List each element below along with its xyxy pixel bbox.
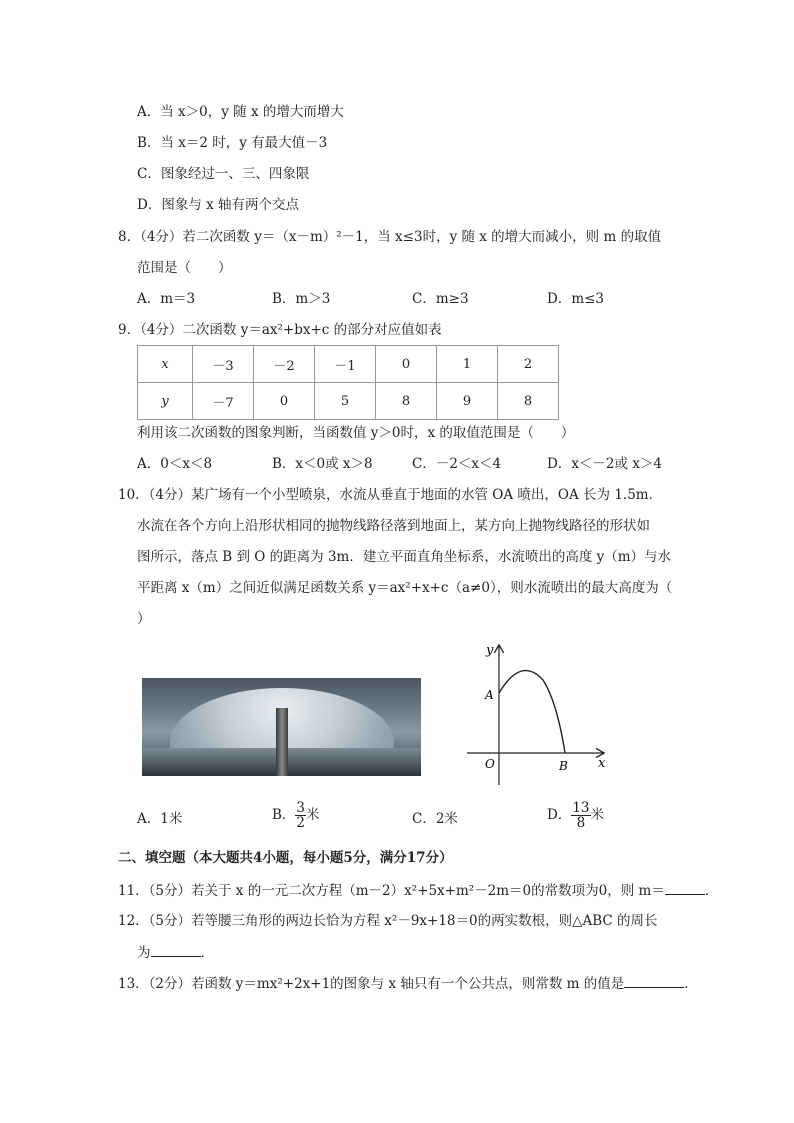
table-cell: x <box>138 346 193 383</box>
q12-stem-line1: 12．（5分）若等腰三角形的两边长恰为方程 x²－9x+18＝0的两实数根，则△ABC 的周长 <box>118 913 658 929</box>
table-cell: －3 <box>193 346 254 383</box>
q9-option-b: B．x＜0或 x＞8 <box>272 456 373 472</box>
table-cell: y <box>138 383 193 420</box>
table-row <box>138 346 559 383</box>
table-cell: －1 <box>315 346 376 383</box>
table-cell: 8 <box>376 383 437 420</box>
fraction-13-8 <box>571 801 590 830</box>
section-heading-fill-in: 二、填空题（本大题共4小题，每小题5分，满分17分） <box>118 850 453 866</box>
q7-option-c: C．图象经过一、三、四象限 <box>137 166 310 182</box>
q8-option-d: D．m≤3 <box>547 291 605 307</box>
table-cell: －2 <box>254 346 315 383</box>
parabola-graph <box>455 640 615 790</box>
q12-stem-line2 <box>137 942 214 963</box>
table-cell: －7 <box>193 383 254 420</box>
y-axis-label: y <box>486 643 494 658</box>
fraction-denominator: 2 <box>296 815 306 831</box>
q12-text: 为 <box>137 945 151 961</box>
q11-text: 11．（5分）若关于 x 的一元二次方程（m－2）x²+5x+m²－2m＝0的常数项为0，则 m＝ <box>118 883 665 899</box>
q11-stem <box>118 880 718 901</box>
q9-value-table <box>137 345 559 420</box>
q8-option-b: B．m＞3 <box>272 291 331 307</box>
option-label: D． <box>547 807 572 823</box>
q10-stem-line1: 10．（4分）某广场有一个小型喷泉，水流从垂直于地面的水管 OA 喷出，OA 长为 1.5m． <box>118 487 663 503</box>
table-row <box>138 383 559 420</box>
q10-stem-line2: 水流在各个方向上沿形状相同的抛物线路径落到地面上，某方向上抛物线路径的形状如 <box>137 518 650 534</box>
q9-stem-line2: 利用该二次函数的图象判断，当函数值 y＞0时，x 的取值范围是（ ） <box>137 425 575 441</box>
origin-label: O <box>485 757 495 771</box>
q8-stem-line2: 范围是（ ） <box>137 260 232 276</box>
q12-period: ． <box>200 945 214 961</box>
fountain-photo <box>142 678 421 776</box>
q9-option-d: D．x＜－2或 x＞4 <box>547 456 663 472</box>
q13-period: ． <box>684 976 698 992</box>
parabola-curve <box>499 671 565 753</box>
fraction-denominator: 8 <box>576 815 586 831</box>
water-pipe <box>276 708 288 776</box>
q9-option-c: C．－2＜x＜4 <box>412 456 502 472</box>
table-cell: 9 <box>437 383 498 420</box>
table-cell: 5 <box>315 383 376 420</box>
q10-option-d <box>547 801 604 830</box>
q9-stem-line1: 9．（4分）二次函数 y＝ax²+bx+c 的部分对应值如表 <box>118 322 442 338</box>
option-label: B． <box>272 807 296 823</box>
q13-stem <box>118 973 698 994</box>
q9-option-a: A．0＜x＜8 <box>137 456 213 472</box>
table-cell: 0 <box>376 346 437 383</box>
q11-answer-blank[interactable] <box>665 880 705 895</box>
table-cell: 8 <box>498 383 559 420</box>
table-cell: 0 <box>254 383 315 420</box>
q7-option-b: B．当 x＝2 时，y 有最大值－3 <box>137 135 328 151</box>
fraction-3-2 <box>295 801 306 830</box>
q13-answer-blank[interactable] <box>624 973 684 988</box>
x-axis-label: x <box>598 756 606 771</box>
q7-option-a: A．当 x＞0，y 随 x 的增大而增大 <box>137 104 344 120</box>
q10-stem-line3: 图所示，落点 B 到 O 的距离为 3m．建立平面直角坐标系，水流喷出的高度 y（m）与水 <box>137 549 672 565</box>
q10-option-c: C．2米 <box>412 811 458 827</box>
q13-text: 13．（2分）若函数 y＝mx²+2x+1的图象与 x 轴只有一个公共点，则常数 m 的值是 <box>118 976 625 992</box>
q10-stem-line4: 平距离 x（m）之间近似满足函数关系 y＝ax²+x+c（a≠0），则水流喷出的最大高度为（ <box>137 580 673 596</box>
q8-option-c: C．m≥3 <box>412 291 469 307</box>
q8-stem-line1: 8．（4分）若二次函数 y＝（x－m）²－1，当 x≤3时，y 随 x 的增大而减小，则 m 的取值 <box>118 229 662 245</box>
q12-answer-blank[interactable] <box>151 942 201 957</box>
fraction-numerator: 3 <box>296 800 306 816</box>
fraction-numerator: 13 <box>572 800 590 816</box>
q11-period: ． <box>704 883 719 899</box>
q8-option-a: A．m＝3 <box>137 291 196 307</box>
q7-option-d: D．图象与 x 轴有两个交点 <box>137 197 300 213</box>
point-a-label: A <box>485 688 494 702</box>
option-unit: 米 <box>590 807 605 823</box>
table-cell: 1 <box>437 346 498 383</box>
point-b-label: B <box>559 759 568 773</box>
q10-option-a: A．1米 <box>137 811 183 827</box>
q10-option-b <box>272 801 320 830</box>
table-cell: 2 <box>498 346 559 383</box>
option-unit: 米 <box>306 807 320 823</box>
q10-stem-line5: ） <box>137 611 151 627</box>
